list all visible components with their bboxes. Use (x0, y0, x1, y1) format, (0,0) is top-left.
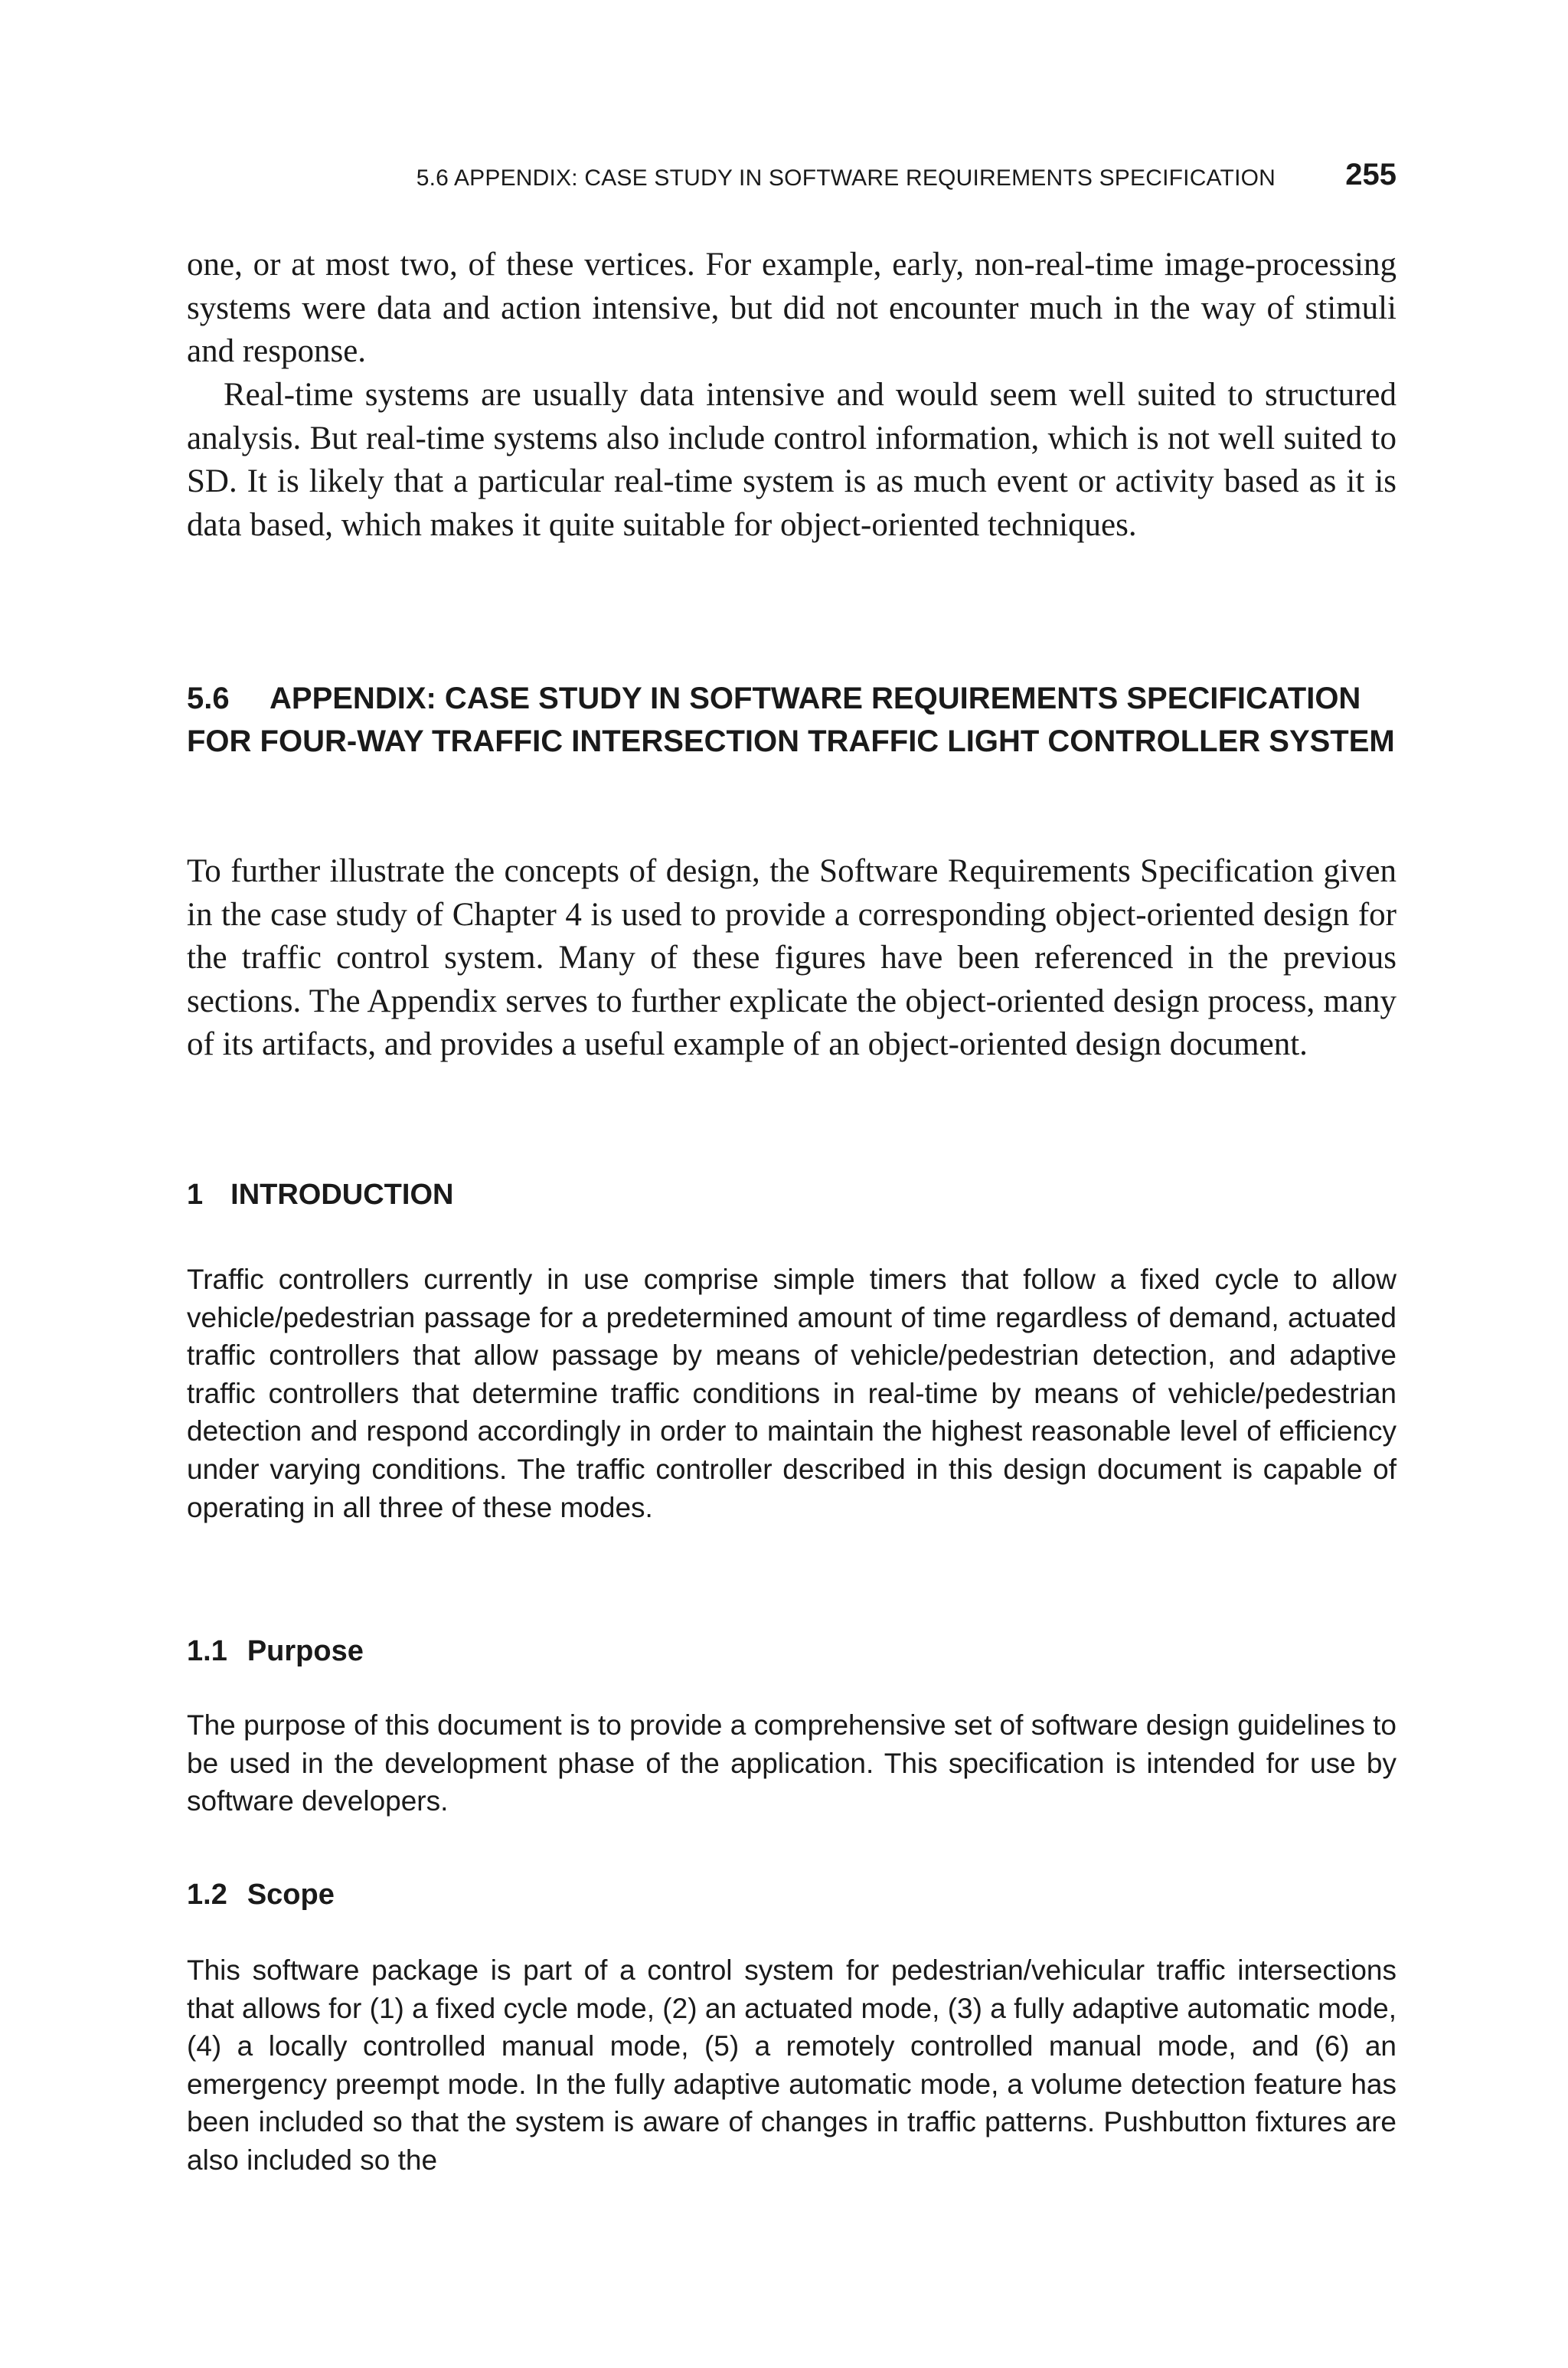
introduction-heading-number: 1 (187, 1179, 204, 1211)
purpose-heading-title: Purpose (247, 1635, 364, 1667)
appendix-paragraph: To further illustrate the concepts of design, the Software Requirements Specification given in the case study of Chapter 4 is used to provide a corresponding object-oriented design for the traffic control system. Many of these figures have been referenced in the previous sections. The Appendix serves to further explicate the object-oriented design process, many of its artifacts, and provides a useful example of an object-oriented design document. (187, 853, 1396, 1062)
intro-paragraph-2: Real-time systems are usually data intensive and would seem well suited to structured analysis. But real-time systems also include control information, which is not well suited to SD. It is likely that a particular real-time system is as much event or activity based as it is data based, which makes it quite suitable for object-oriented techniques. (187, 377, 1396, 543)
purpose-heading-number: 1.1 (187, 1635, 227, 1667)
scope-heading-number: 1.2 (187, 1879, 227, 1911)
purpose-paragraph: The purpose of this document is to provide a comprehensive set of software design guidelines to be used in the development phase of the application. This specification is intended for use by software developers. (187, 1709, 1396, 1817)
running-head-title: 5.6 APPENDIX: CASE STUDY IN SOFTWARE REQUIREMENTS SPECIFICATION (416, 165, 1276, 191)
scope-paragraph: This software package is part of a control system for pedestrian/vehicular traffic intersections that allows for (1) a fixed cycle mode, (2) an actuated mode, (3) a fully adaptive automatic mode, (4) a locally controlled manual mode, (5) a remotely controlled manual mode, and (6) an emergency preempt mode. In the fully adaptive automatic mode, a volume detection feature has been included so that the system is aware of changes in traffic patterns. Pushbutton fixtures are also included so the (187, 1954, 1396, 2176)
page-number: 255 (1345, 158, 1396, 191)
appendix-heading (187, 677, 1396, 763)
scope-heading-title: Scope (247, 1879, 335, 1911)
introduction-paragraph: Traffic controllers currently in use comprise simple timers that follow a fixed cycle to allow vehicle/pedestrian passage for a predetermined amount of time regardless of demand, actuated traffic controllers that allow passage by means of vehicle/pedestrian detection, and adaptive traffic controllers that determine traffic conditions in real-time by means of vehicle/pedestrian detection and respond accordingly in order to maintain the highest reasonable level of efficiency under varying conditions. The traffic controller described in this design document is capable of operating in all three of these modes. (187, 1264, 1396, 1523)
appendix-heading-title: APPENDIX: CASE STUDY IN SOFTWARE REQUIREMENTS SPECIFICATION FOR FOUR-WAY TRAFFIC INTERSECTION TRAFFIC LIGHT CONTROLLER SYSTEM (187, 682, 1395, 758)
running-head (187, 158, 1396, 204)
intro-paragraph-1: one, or at most two, of these vertices. For example, early, non-real-time image-processing systems were data and action intensive, but did not encounter much in the way of stimuli and response. (187, 247, 1396, 369)
appendix-heading-number: 5.6 (187, 682, 230, 715)
introduction-heading (187, 1176, 1396, 1213)
purpose-heading (187, 1633, 1396, 1670)
introduction-heading-title: INTRODUCTION (230, 1179, 454, 1211)
scope-heading (187, 1876, 1396, 1913)
